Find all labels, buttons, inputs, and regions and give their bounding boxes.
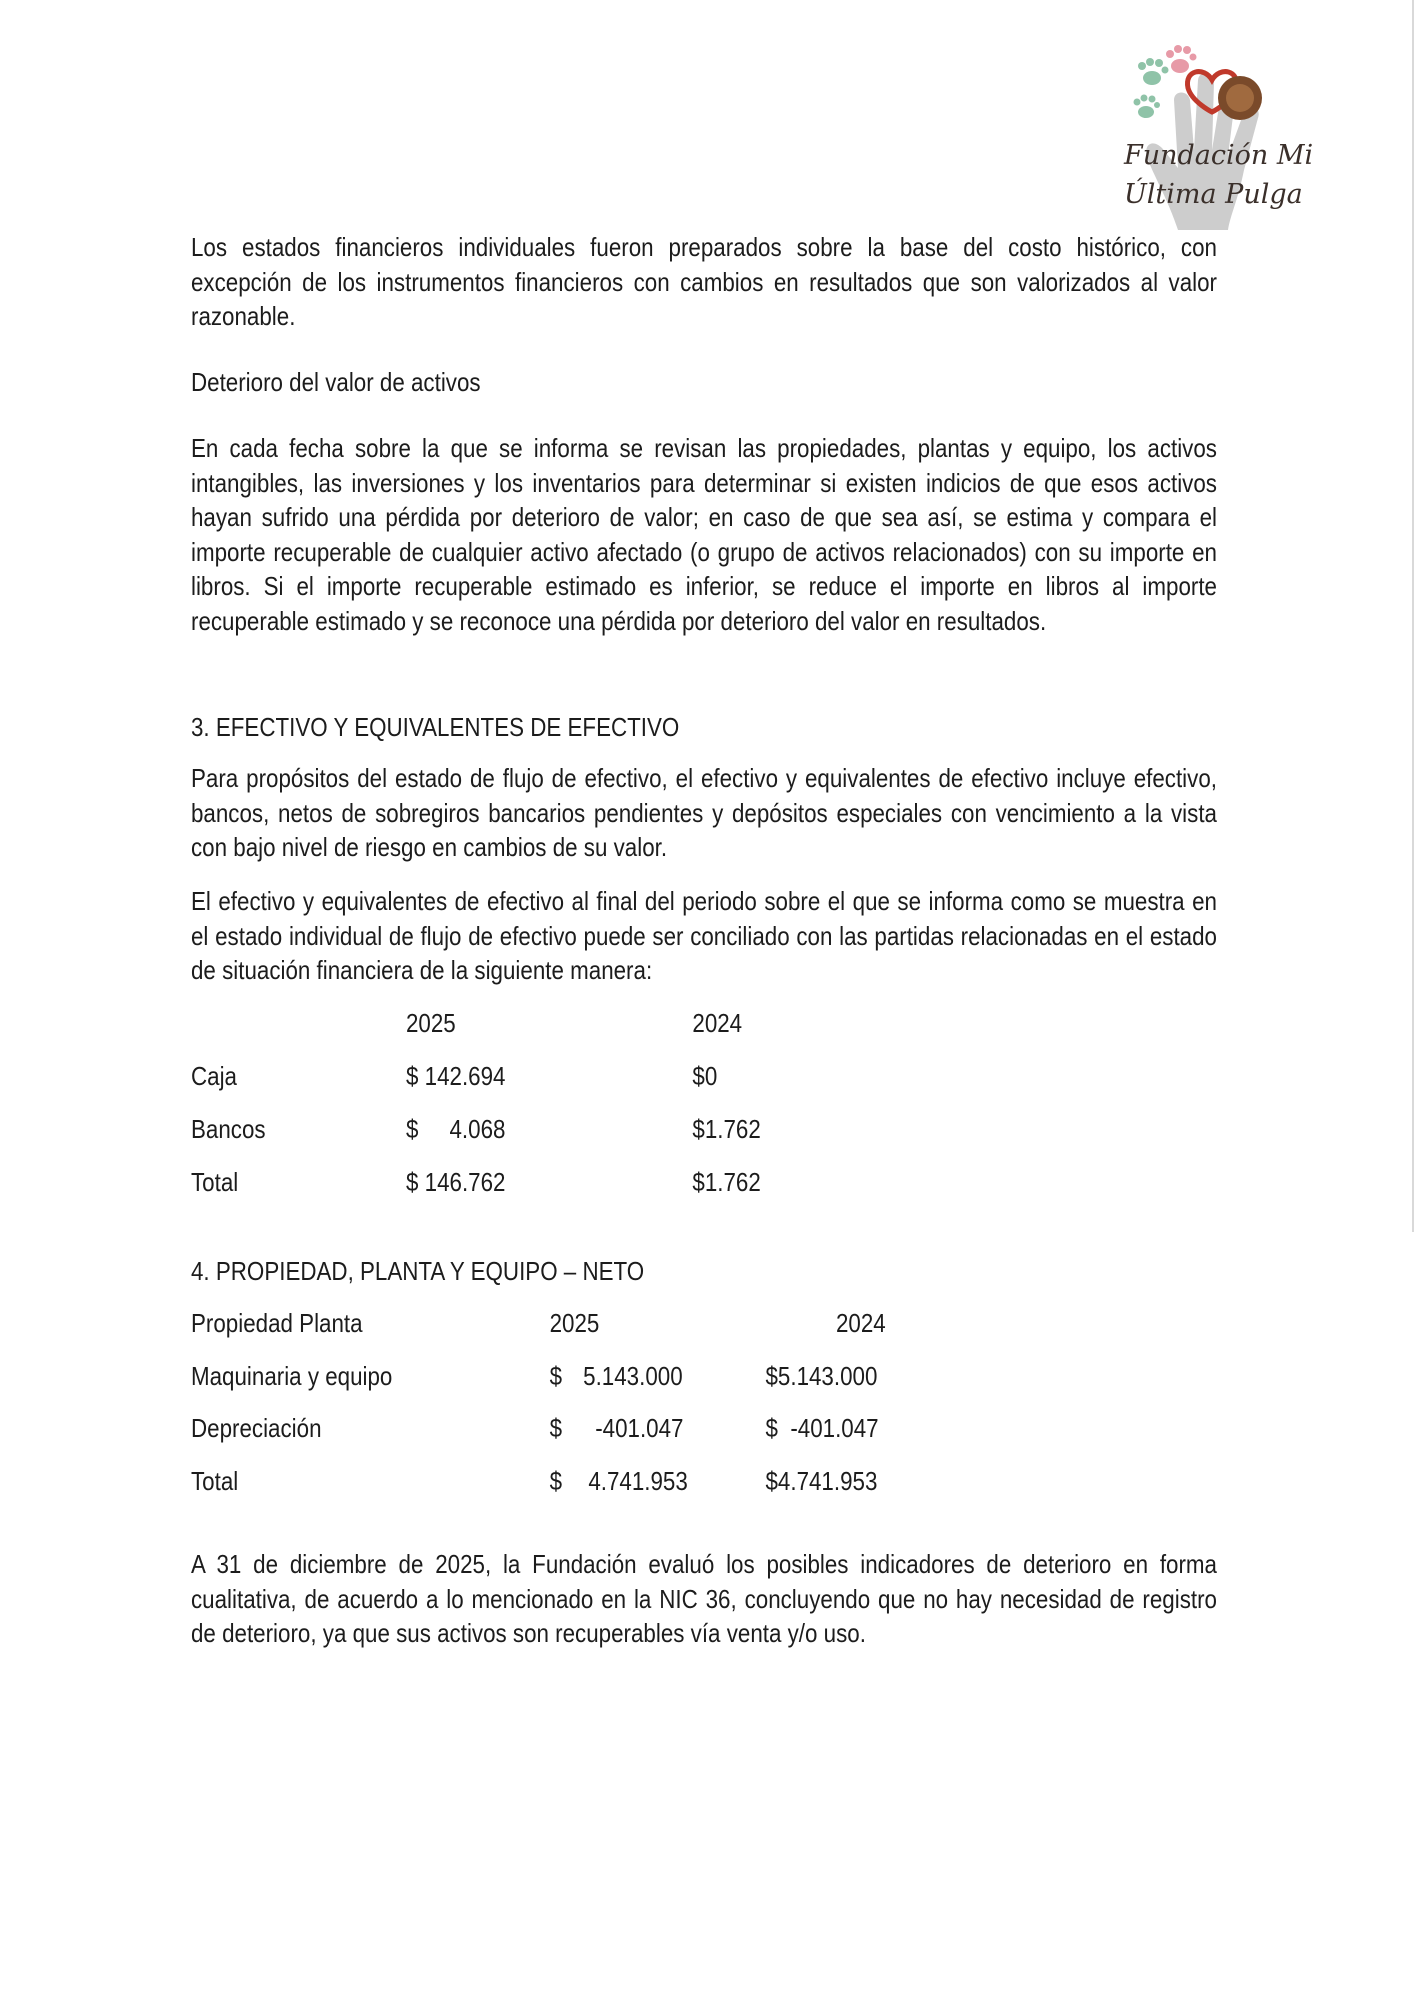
paragraph-closing: A 31 de diciembre de 2025, la Fundación evaluó los posibles indicadores de deterioro en forma cualitativa, de acuerdo a lo mencionado en la NIC 36, concluyendo que no hay necesidad de registro de deterioro, ya que sus activos son recuperables vía venta y/o uso. xyxy=(191,1549,1217,1648)
ppe-row-label: Maquinaria y equipo xyxy=(191,1361,393,1391)
paragraph-section-3-p1: Para propósitos del estado de flujo de efectivo, el efectivo y equivalentes de efectivo incluye efectivo, bancos, netos de sobregiros bancarios pendientes y depósitos especiales con vencimiento a la vista con bajo nivel de riesgo en cambios de su valor. xyxy=(191,763,1217,862)
ppe-row-2025: 4.741.953 xyxy=(588,1466,688,1496)
section-4-title: 4. PROPIEDAD, PLANTA Y EQUIPO – NETO xyxy=(191,1256,645,1286)
ppe-row-currency: $ xyxy=(549,1361,563,1391)
cash-row-2025: $ 146.762 xyxy=(406,1167,506,1197)
cash-row-label: Total xyxy=(191,1167,239,1197)
cash-row-2025: $ 142.694 xyxy=(406,1061,506,1091)
ppe-row-currency: $ xyxy=(549,1466,563,1496)
logo-text-line1: Fundación Mi xyxy=(1124,140,1314,171)
cash-header-2025: 2025 xyxy=(406,1008,456,1038)
subheading-deterioro: Deterioro del valor de activos xyxy=(191,367,481,397)
cash-row-2025: $ 4.068 xyxy=(406,1114,506,1144)
ppe-row-2024: $ -401.047 xyxy=(765,1413,879,1443)
ppe-row-2025: 5.143.000 xyxy=(583,1361,683,1391)
cash-row-label: Caja xyxy=(191,1061,237,1091)
ppe-header-2024: 2024 xyxy=(836,1308,886,1338)
cash-row-2024: $0 xyxy=(692,1061,718,1091)
paragraph-section-3-p2: El efectivo y equivalentes de efectivo al final del periodo sobre el que se informa como se muestra en el estado individual de flujo de efectivo puede ser conciliado con las partidas relacionadas en el estado de situación financiera de la siguiente manera: xyxy=(191,886,1217,985)
ppe-header-2025: 2025 xyxy=(549,1308,600,1338)
foundation-logo xyxy=(1108,40,1318,230)
cash-row-2024: $1.762 xyxy=(692,1167,761,1197)
ppe-row-label: Depreciación xyxy=(191,1413,322,1443)
ppe-row-2025: -401.047 xyxy=(595,1413,684,1443)
cash-row-label: Bancos xyxy=(191,1114,266,1144)
logo-text-line2: Última Pulga xyxy=(1124,179,1303,210)
ppe-row-2024: $5.143.000 xyxy=(765,1361,878,1391)
section-3-title: 3. EFECTIVO Y EQUIVALENTES DE EFECTIVO xyxy=(191,712,680,742)
logo-graphic xyxy=(1108,40,1318,230)
ppe-row-2024: $4.741.953 xyxy=(765,1466,878,1496)
cash-row-2024: $1.762 xyxy=(692,1114,761,1144)
paragraph-deterioro: En cada fecha sobre la que se informa se revisan las propiedades, plantas y equipo, los activos intangibles, las inversiones y los inventarios para determinar si existen indicios de que esos activos hayan sufrido una pérdida por deterioro de valor; en caso de que sea así, se estima y compara el importe recuperable de cualquier activo afectado (o grupo de activos relacionados) con su importe en libros. Si el importe recuperable estimado es inferior, se reduce el importe en libros al importe recuperable estimado y se reconoce una pérdida por deterioro del valor en resultados. xyxy=(191,433,1217,636)
ppe-row-currency: $ xyxy=(549,1413,563,1443)
ppe-header-label: Propiedad Planta xyxy=(191,1308,363,1338)
ppe-row-label: Total xyxy=(191,1466,239,1496)
paragraph-base-costo: Los estados financieros individuales fueron preparados sobre la base del costo histórico, con excepción de los instrumentos financieros con cambios en resultados que son valorizados al valor razonable. xyxy=(191,232,1217,331)
cash-header-2024: 2024 xyxy=(692,1008,743,1038)
